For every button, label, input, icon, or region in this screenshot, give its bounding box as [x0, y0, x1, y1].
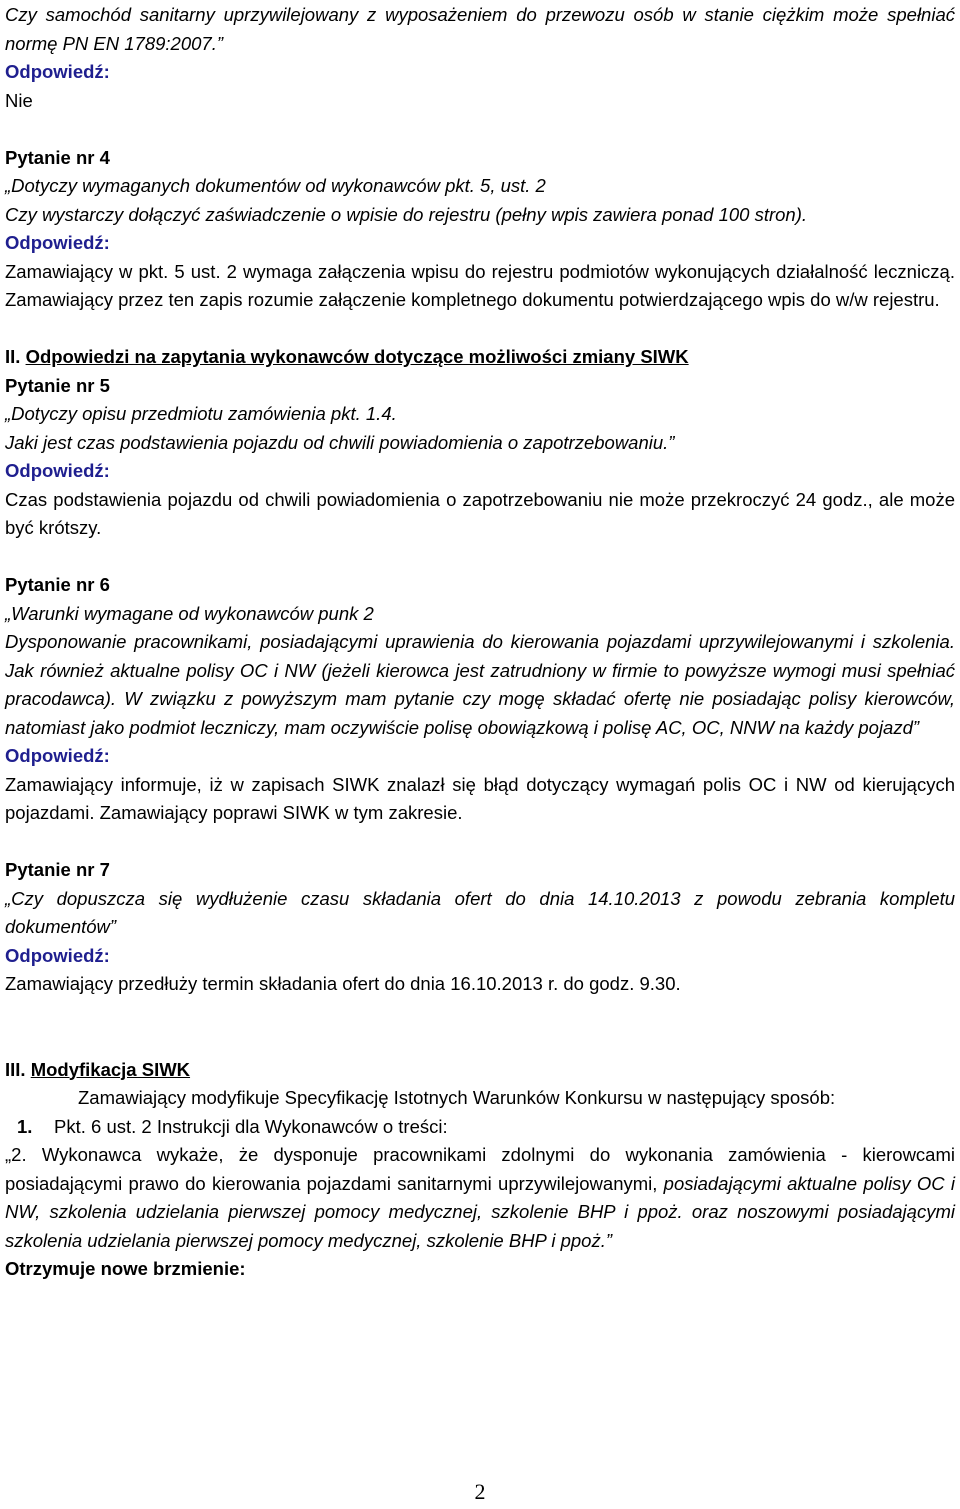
quoted-clause-part: oraz noszowymi posiadającymi szkolenia udzielania pierwszej pomocy medycznej, szkolenie BHP i ppoż.”	[5, 1201, 955, 1251]
answer-label: Odpowiedź:	[5, 61, 110, 82]
answer-label: Odpowiedź:	[5, 745, 110, 766]
new-wording-label: Otrzymuje nowe brzmienie:	[5, 1258, 246, 1279]
question-6-text-part: Dysponowanie pracownikami, posiadającymi uprawienia do kierowania pojazdami uprzywilejowanymi i szkolenia.	[5, 631, 955, 652]
section-3-numeral: III.	[5, 1058, 26, 1080]
answer-label: Odpowiedź:	[5, 232, 110, 253]
answer-5-text: Czas podstawienia pojazdu od chwili powiadomienia o zapotrzebowaniu nie może przekroczyć 24 godz., ale może być krótszy.	[5, 488, 955, 538]
question-5-subject: „Dotyczy opisu przedmiotu zamówienia pkt. 1.4.	[5, 403, 397, 424]
question-6-title: Pytanie nr 6	[5, 574, 110, 595]
question-4-subject: „Dotyczy wymaganych dokumentów od wykonawców pkt. 5, ust. 2	[5, 175, 546, 196]
question-6-text	[5, 628, 955, 742]
question-7-text: „Czy dopuszcza się wydłużenie czasu składania ofert do dnia 14.10.2013 z powodu zebrania kompletu dokumentów”	[5, 887, 955, 937]
section-3-intro: Zamawiający modyfikuje Specyfikację Istotnych Warunków Konkursu w następujący sposób:	[78, 1087, 836, 1108]
section-3-title: Modyfikacja SIWK	[30, 1058, 191, 1080]
answer-label: Odpowiedź:	[5, 944, 110, 966]
quoted-clause	[5, 1141, 955, 1255]
question-4-title: Pytanie nr 4	[5, 146, 110, 168]
page-number: 2	[474, 1479, 486, 1504]
quoted-clause-part: posiadającymi aktualne polisy OC i NW, szkolenia udzielania pierwszej pomocy medycznej, szkolenie BHP i ppoż.	[5, 1172, 955, 1222]
answer-text: Nie	[5, 89, 33, 111]
section-3-heading	[5, 1056, 955, 1085]
question-6-text-part: Jak również aktualne polisy OC i NW (jeżeli kierowca jest zatrudniony w firmie to powyższe wymogi musi spełniać pracodawca).	[5, 659, 955, 709]
section-2-numeral: II.	[5, 346, 21, 367]
question-6-subject: „Warunki wymagane od wykonawców punk 2	[5, 602, 374, 624]
quoted-clause-part: „2. Wykonawca wykaże, że dysponuje pracownikami zdolnymi do wykonania zamówienia - kierowcami posiadającymi prawo do kierowania pojazdami sanitarnymi uprzywilejowanymi,	[5, 1144, 955, 1194]
question-4-text: Czy wystarczy dołączyć zaświadczenie o wpisie do rejestru (pełny wpis zawiera ponad 100 stron).	[5, 203, 808, 225]
list-item	[5, 1113, 955, 1142]
question-5-text: Jaki jest czas podstawienia pojazdu od chwili powiadomienia o zapotrzebowaniu.”	[5, 431, 675, 453]
answer-7-text: Zamawiający przedłuży termin składania ofert do dnia 16.10.2013 r. do godz. 9.30.	[5, 973, 681, 994]
answer-4-text: Zamawiający w pkt. 5 ust. 2 wymaga załączenia wpisu do rejestru podmiotów wykonujących działalność leczniczą. Zamawiający przez ten zapis rozumie załączenie kompletnego dokumentu potwierdzającego wpis do w/w rejestru.	[5, 260, 955, 310]
question-6-text-part: W związku z powyższym mam pytanie czy mogę składać ofertę nie posiadając polisy kierowców, natomiast jako podmiot leczniczy, mam oczywiście polisę obowiązkową i polisę AC, OC, NNW na każdy pojazd”	[5, 688, 955, 738]
document-page	[5, 0, 955, 1284]
list-item-text: Pkt. 6 ust. 2 Instrukcji dla Wykonawców o treści:	[54, 1115, 448, 1137]
answer-6-text: Zamawiający informuje, iż w zapisach SIWK znalazł się błąd dotyczący wymagań polis OC i NW od kierujących pojazdami. Zamawiający poprawi SIWK w tym zakresie.	[5, 773, 955, 823]
answer-label: Odpowiedź:	[5, 460, 110, 481]
list-item-number: 1.	[17, 1115, 33, 1137]
section-2-heading	[5, 343, 955, 372]
question-text: Czy samochód sanitarny uprzywilejowany z wyposażeniem do przewozu osób w stanie ciężkim może spełniać normę PN EN 1789:2007.”	[5, 4, 955, 54]
question-5-title: Pytanie nr 5	[5, 374, 110, 396]
section-2-title: Odpowiedzi na zapytania wykonawców dotyczące możliwości zmiany SIWK	[25, 346, 689, 367]
question-7-title: Pytanie nr 7	[5, 859, 110, 880]
